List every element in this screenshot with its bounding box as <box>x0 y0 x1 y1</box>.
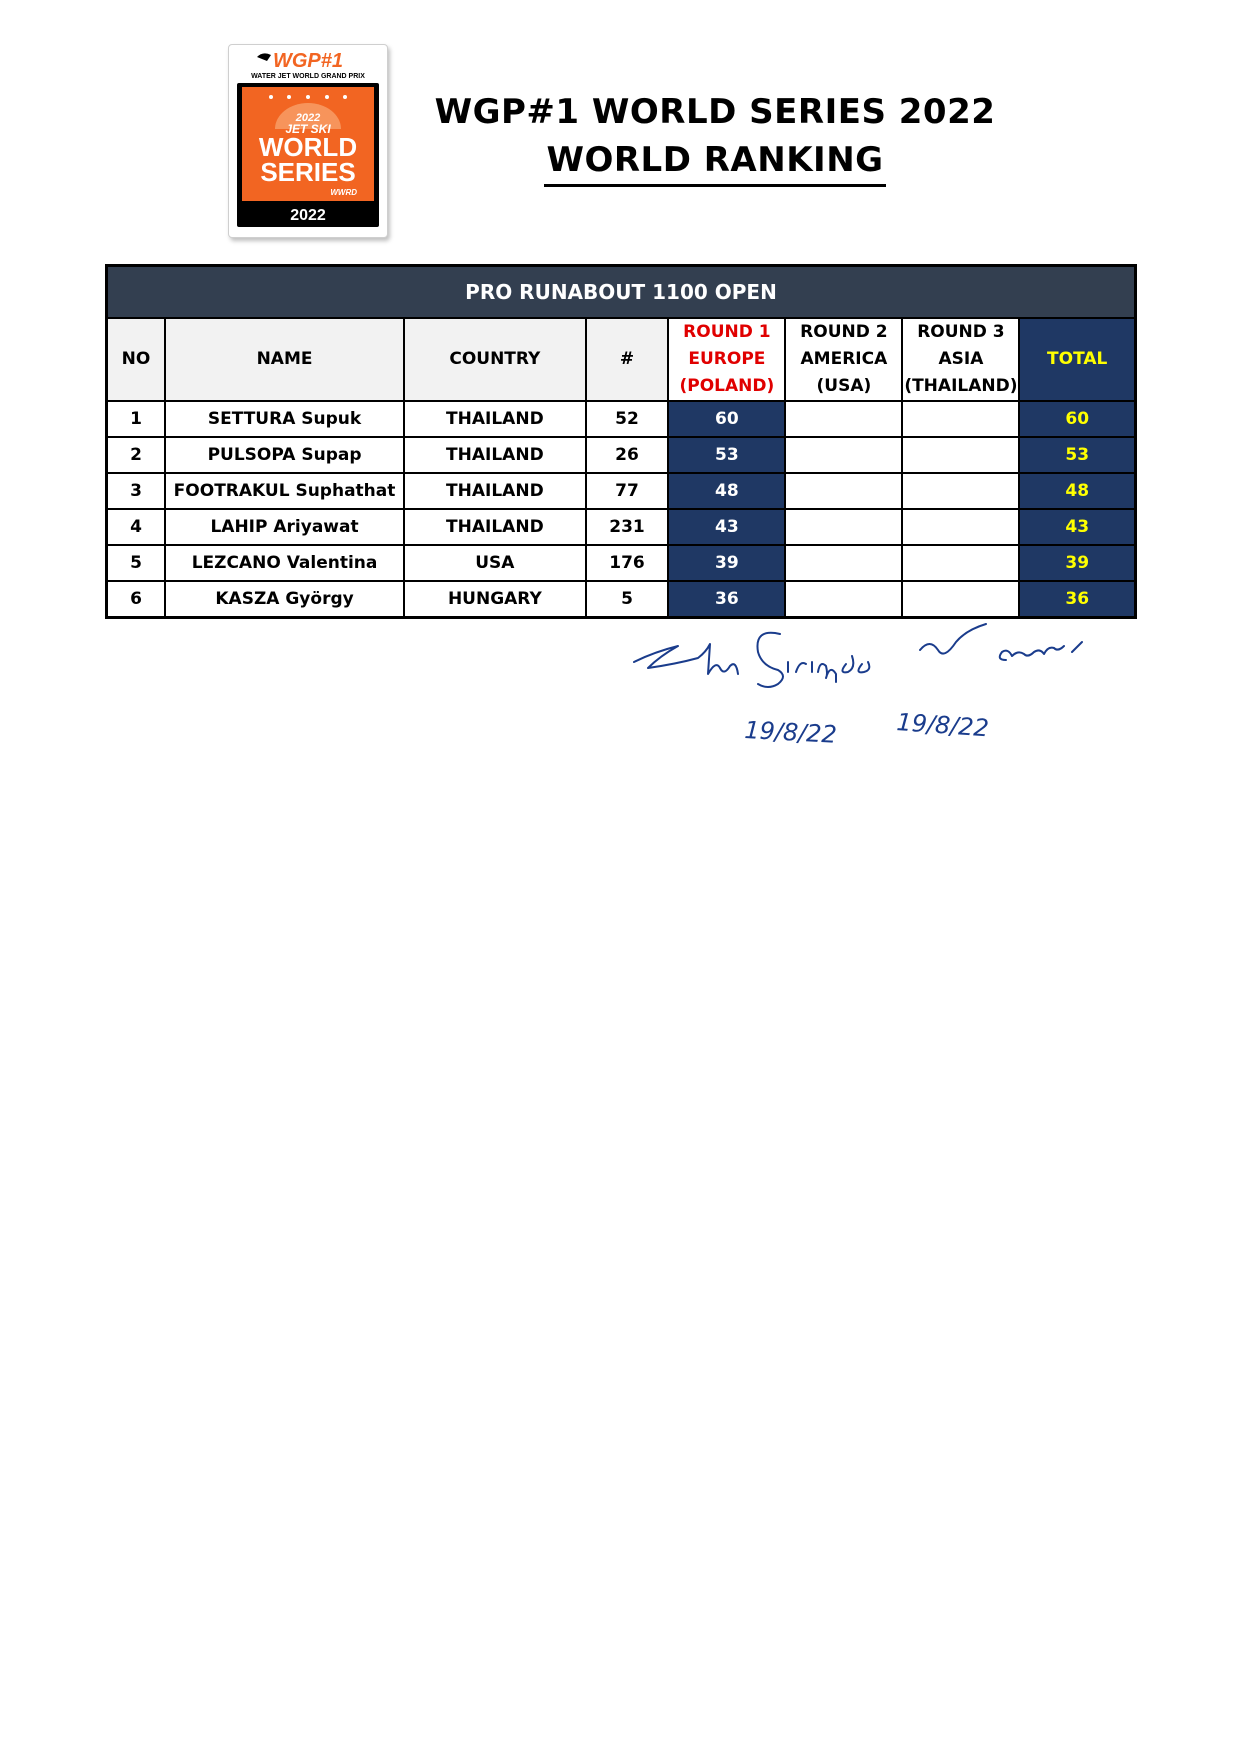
cell-name: LEZCANO Valentina <box>165 545 404 581</box>
cell-number: 77 <box>586 473 669 509</box>
cell-round1: 48 <box>668 473 785 509</box>
signature-4 <box>1000 642 1082 660</box>
cell-number: 26 <box>586 437 669 473</box>
signatures <box>620 620 1140 760</box>
title-ranking: WORLD RANKING <box>544 136 885 187</box>
cell-name: LAHIP Ariyawat <box>165 509 404 545</box>
header-round2 <box>785 318 902 401</box>
header-round1 <box>668 318 785 401</box>
cell-round2 <box>785 401 902 437</box>
header-round1-line2: EUROPE <box>688 349 766 369</box>
cell-no: 1 <box>107 401 166 437</box>
category-title: PRO RUNABOUT 1100 OPEN <box>107 266 1136 319</box>
cell-total: 60 <box>1019 401 1135 437</box>
table-row <box>107 437 1136 473</box>
signature-1 <box>634 644 738 674</box>
cell-number: 231 <box>586 509 669 545</box>
cell-country: THAILAND <box>404 437 586 473</box>
cell-total: 36 <box>1019 581 1135 618</box>
cell-country: THAILAND <box>404 509 586 545</box>
document-title <box>420 88 1010 187</box>
cell-round3 <box>902 473 1019 509</box>
header-no: NO <box>107 318 166 401</box>
cell-country: THAILAND <box>404 401 586 437</box>
cell-no: 3 <box>107 473 166 509</box>
header-round3-line2: ASIA <box>938 349 984 369</box>
cell-round3 <box>902 401 1019 437</box>
cell-no: 5 <box>107 545 166 581</box>
cell-round1: 60 <box>668 401 785 437</box>
header-round1-line3: (POLAND) <box>679 376 775 396</box>
header-total: TOTAL <box>1019 318 1135 401</box>
cell-round2 <box>785 545 902 581</box>
cell-total: 43 <box>1019 509 1135 545</box>
header-name: NAME <box>165 318 404 401</box>
header-round3 <box>902 318 1019 401</box>
wgp-world-series-logo <box>229 45 387 237</box>
cell-name: PULSOPA Supap <box>165 437 404 473</box>
category-row <box>107 266 1136 319</box>
header-number: # <box>586 318 669 401</box>
cell-number: 176 <box>586 545 669 581</box>
header-round3-line1: ROUND 3 <box>917 322 1005 342</box>
cell-round2 <box>785 437 902 473</box>
jetski-rider-icon <box>257 53 271 61</box>
logo-bottom-year: 2022 <box>290 207 326 224</box>
table-row <box>107 509 1136 545</box>
cell-number: 5 <box>586 581 669 618</box>
signature-date-2: 19/8/22 <box>895 708 990 743</box>
ranking-rows <box>107 401 1136 618</box>
cell-country: HUNGARY <box>404 581 586 618</box>
badge-year: 2022 <box>295 112 321 124</box>
cell-round1: 43 <box>668 509 785 545</box>
logo-brand: WGP#1 <box>272 50 344 72</box>
cell-name: SETTURA Supuk <box>165 401 404 437</box>
cell-total: 48 <box>1019 473 1135 509</box>
cell-round1: 53 <box>668 437 785 473</box>
cell-round3 <box>902 437 1019 473</box>
cell-number: 52 <box>586 401 669 437</box>
cell-round2 <box>785 509 902 545</box>
badge-mark: WWRD <box>330 188 357 197</box>
cell-round3 <box>902 581 1019 618</box>
cell-round1: 39 <box>668 545 785 581</box>
cell-round2 <box>785 473 902 509</box>
header-round2-line2: AMERICA <box>800 349 888 369</box>
badge-series: SERIES <box>260 157 356 187</box>
table-row <box>107 473 1136 509</box>
header-country: COUNTRY <box>404 318 586 401</box>
signature-date-1: 19/8/22 <box>743 716 838 749</box>
title-series: WGP#1 WORLD SERIES 2022 <box>434 92 996 132</box>
cell-country: THAILAND <box>404 473 586 509</box>
ranking-table <box>105 264 1137 619</box>
cell-round3 <box>902 509 1019 545</box>
table-row <box>107 545 1136 581</box>
event-logo <box>228 44 388 238</box>
signature-3 <box>920 624 986 654</box>
cell-no: 4 <box>107 509 166 545</box>
cell-round1: 36 <box>668 581 785 618</box>
badge-world: WORLD <box>258 132 358 162</box>
logo-subtitle: WATER JET WORLD GRAND PRIX <box>251 73 365 80</box>
badge-jetski: JET SKI <box>285 122 331 136</box>
cell-round2 <box>785 581 902 618</box>
header-round2-line3: (USA) <box>816 376 872 396</box>
cell-name: FOOTRAKUL Suphathat <box>165 473 404 509</box>
table-row <box>107 581 1136 618</box>
cell-round3 <box>902 545 1019 581</box>
header-round2-line1: ROUND 2 <box>800 322 888 342</box>
header-round3-line3: (THAILAND) <box>904 376 1018 396</box>
table-row <box>107 401 1136 437</box>
header-row <box>107 318 1136 401</box>
cell-no: 2 <box>107 437 166 473</box>
signature-2 <box>757 633 869 687</box>
cell-no: 6 <box>107 581 166 618</box>
cell-country: USA <box>404 545 586 581</box>
header-round1-line1: ROUND 1 <box>683 322 771 342</box>
cell-name: KASZA György <box>165 581 404 618</box>
cell-total: 39 <box>1019 545 1135 581</box>
cell-total: 53 <box>1019 437 1135 473</box>
